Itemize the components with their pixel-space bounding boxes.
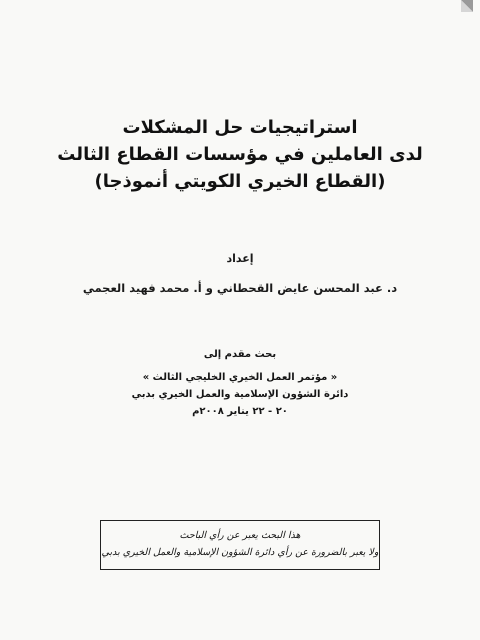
organizer-name: دائرة الشؤون الإسلامية والعمل الخيري بدبي xyxy=(131,389,349,400)
authors-line: د. عبد المحسن عايض القحطاني و أ. محمد فهيد العجمي xyxy=(82,281,398,295)
disclaimer-box xyxy=(100,520,380,570)
title-line-2: لدى العاملين في مؤسسات القطاع الثالث xyxy=(57,144,423,165)
disclaimer-line-1: هذا البحث يعبر عن رأي الباحث xyxy=(179,530,301,541)
presentation-info xyxy=(40,346,440,420)
conference-name: « مؤتمر العمل الخيري الخليجي الثالث » xyxy=(142,372,338,383)
disclaimer-line-2: ولا يعبر بالضرورة عن رأي دائرة الشؤون الإسلامية والعمل الخيري بدبي xyxy=(101,547,379,558)
prepared-by-label: إعداد xyxy=(226,252,254,265)
page-corner-icon xyxy=(460,0,474,14)
title-line-3: (القطاع الخيري الكويتي أنموذجا) xyxy=(94,171,386,192)
title-line-1: استراتيجيات حل المشكلات xyxy=(122,117,358,138)
presented-to-label: بحث مقدم إلى xyxy=(203,349,277,360)
document-title xyxy=(40,114,440,195)
conference-dates: ٢٠ - ٢٢ يناير ٢٠٠٨م xyxy=(192,406,288,417)
